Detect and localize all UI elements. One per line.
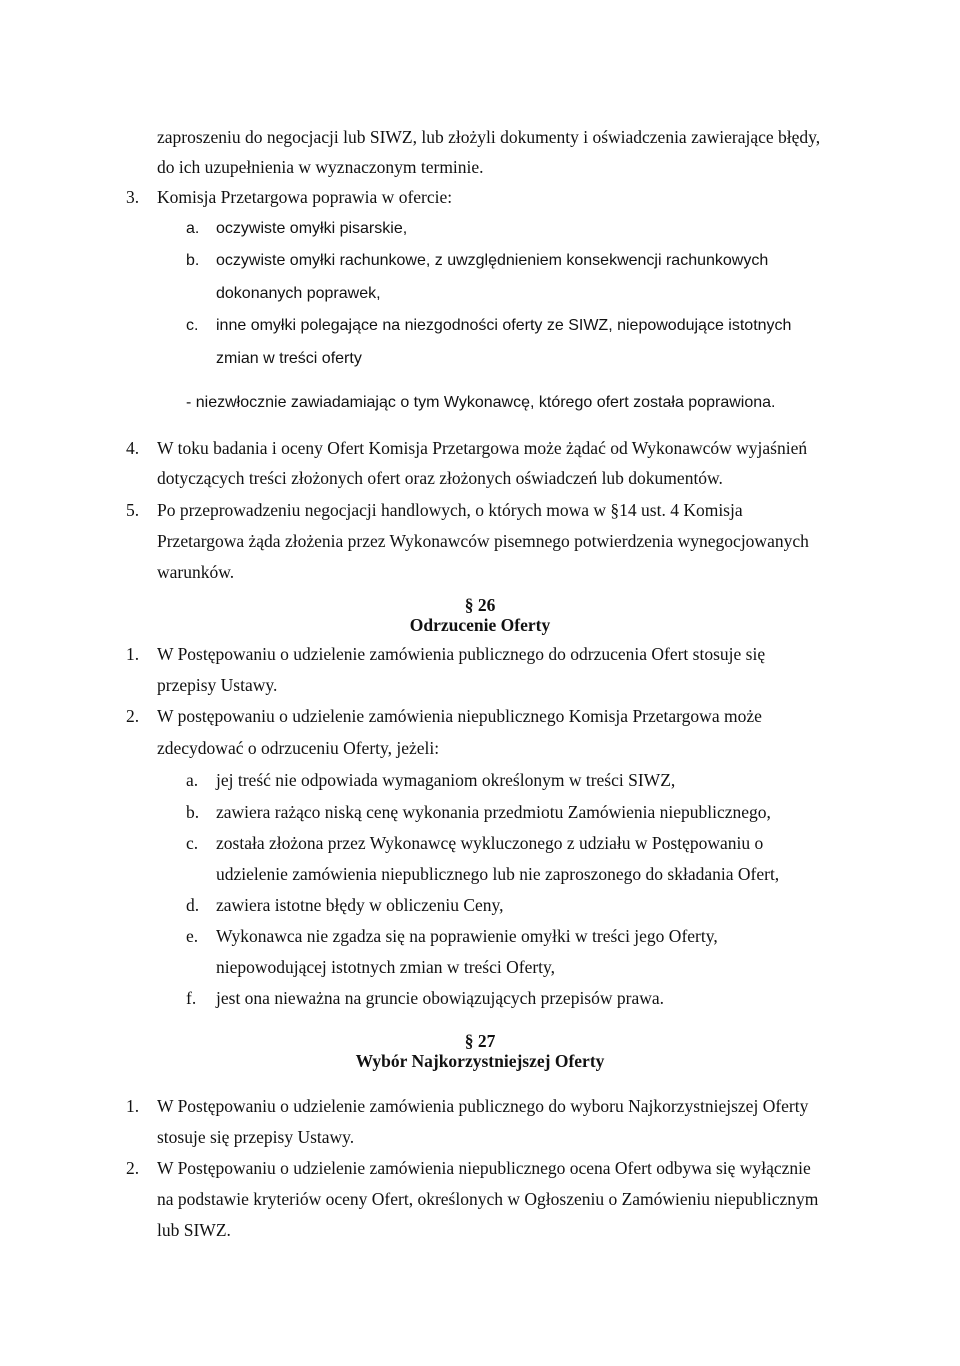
list-number: 1. [126,644,140,664]
sublist-item-text: została złożona przez Wykonawcę wykluczonego z udziału w Postępowaniu o [216,833,764,853]
list-item-text: lub SIWZ. [157,1220,231,1240]
sublist-item-text: zmian w treści oferty [216,350,362,367]
sublist-letter: e. [186,926,199,946]
sublist-letter: a. [186,220,200,237]
list-item-text: dotyczących treści złożonych ofert oraz złożonych oświadczeń lub dokumentów. [157,468,723,488]
section-number: § 27 [464,1031,496,1051]
sublist-letter: c. [186,833,199,853]
list-item-text: na podstawie kryteriów oceny Ofert, określonych w Ogłoszeniu o Zamówieniu niepublicznym [157,1189,819,1209]
list-item-text: Po przeprowadzeniu negocjacji handlowych, o których mowa w §14 ust. 4 Komisja [157,500,743,520]
paragraph-line: - niezwłocznie zawiadamiając o tym Wykonawcę, którego ofert została poprawiona. [186,394,776,411]
list-number: 2. [126,706,140,726]
sublist-item-text: oczywiste omyłki pisarskie, [216,220,408,237]
sublist-letter: c. [186,317,199,334]
list-item-text: W postępowaniu o udzielenie zamówienia niepublicznego Komisja Przetargowa może [157,706,762,726]
list-item-text: przepisy Ustawy. [157,675,278,695]
list-item-text: W Postępowaniu o udzielenie zamówienia publicznego do odrzucenia Ofert stosuje się [157,644,766,664]
list-item-text: Przetargowa żąda złożenia przez Wykonawców pisemnego potwierdzenia wynegocjowanych [157,531,809,551]
list-item-text: zdecydować o odrzuceniu Oferty, jeżeli: [157,738,440,758]
section-number: § 26 [464,595,496,615]
list-number: 5. [126,500,140,520]
sublist-item-text: inne omyłki polegające na niezgodności oferty ze SIWZ, niepowodujące istotnych [216,317,792,334]
sublist-letter: f. [186,988,197,1008]
list-item-text: W Postępowaniu o udzielenie zamówienia niepublicznego ocena Ofert odbywa się wyłącznie [157,1158,811,1178]
list-item-text: warunków. [157,562,235,582]
sublist-item-text: jej treść nie odpowiada wymaganiom określonym w treści SIWZ, [216,770,676,790]
sublist-letter: b. [186,252,200,269]
sublist-item-text: jest ona nieważna na gruncie obowiązujących przepisów prawa. [216,988,665,1008]
list-item-text: W toku badania i oceny Ofert Komisja Przetargowa może żądać od Wykonawców wyjaśnień [157,438,808,458]
sublist-item-text: oczywiste omyłki rachunkowe, z uwzględnieniem konsekwencji rachunkowych [216,252,769,269]
list-item-text: stosuje się przepisy Ustawy. [157,1127,355,1147]
sublist-item-text: niepowodującej istotnych zmian w treści Oferty, [216,957,556,977]
list-number: 4. [126,438,140,458]
section-title: Wybór Najkorzystniejszej Oferty [355,1051,605,1071]
sublist-item-text: zawiera istotne błędy w obliczeniu Ceny, [216,895,504,915]
list-number: 3. [126,187,140,207]
sublist-letter: d. [186,895,200,915]
list-item-text: W Postępowaniu o udzielenie zamówienia publicznego do wyboru Najkorzystniejszej Oferty [157,1096,809,1116]
list-number: 1. [126,1096,140,1116]
section-title: Odrzucenie Oferty [409,615,551,635]
sublist-letter: b. [186,802,200,822]
list-item-text: Komisja Przetargowa poprawia w ofercie: [157,187,453,207]
paragraph-line: zaproszeniu do negocjacji lub SIWZ, lub złożyli dokumenty i oświadczenia zawierające błędy, [157,127,821,147]
sublist-item-text: dokonanych poprawek, [216,285,381,302]
sublist-item-text: zawiera rażąco niską cenę wykonania przedmiotu Zamówienia niepublicznego, [216,802,771,822]
sublist-item-text: udzielenie zamówienia niepublicznego lub nie zaproszonego do składania Ofert, [216,864,780,884]
paragraph-line: do ich uzupełnienia w wyznaczonym terminie. [157,157,484,177]
sublist-letter: a. [186,770,199,790]
list-number: 2. [126,1158,140,1178]
sublist-item-text: Wykonawca nie zgadza się na poprawienie omyłki w treści jego Oferty, [216,926,718,946]
